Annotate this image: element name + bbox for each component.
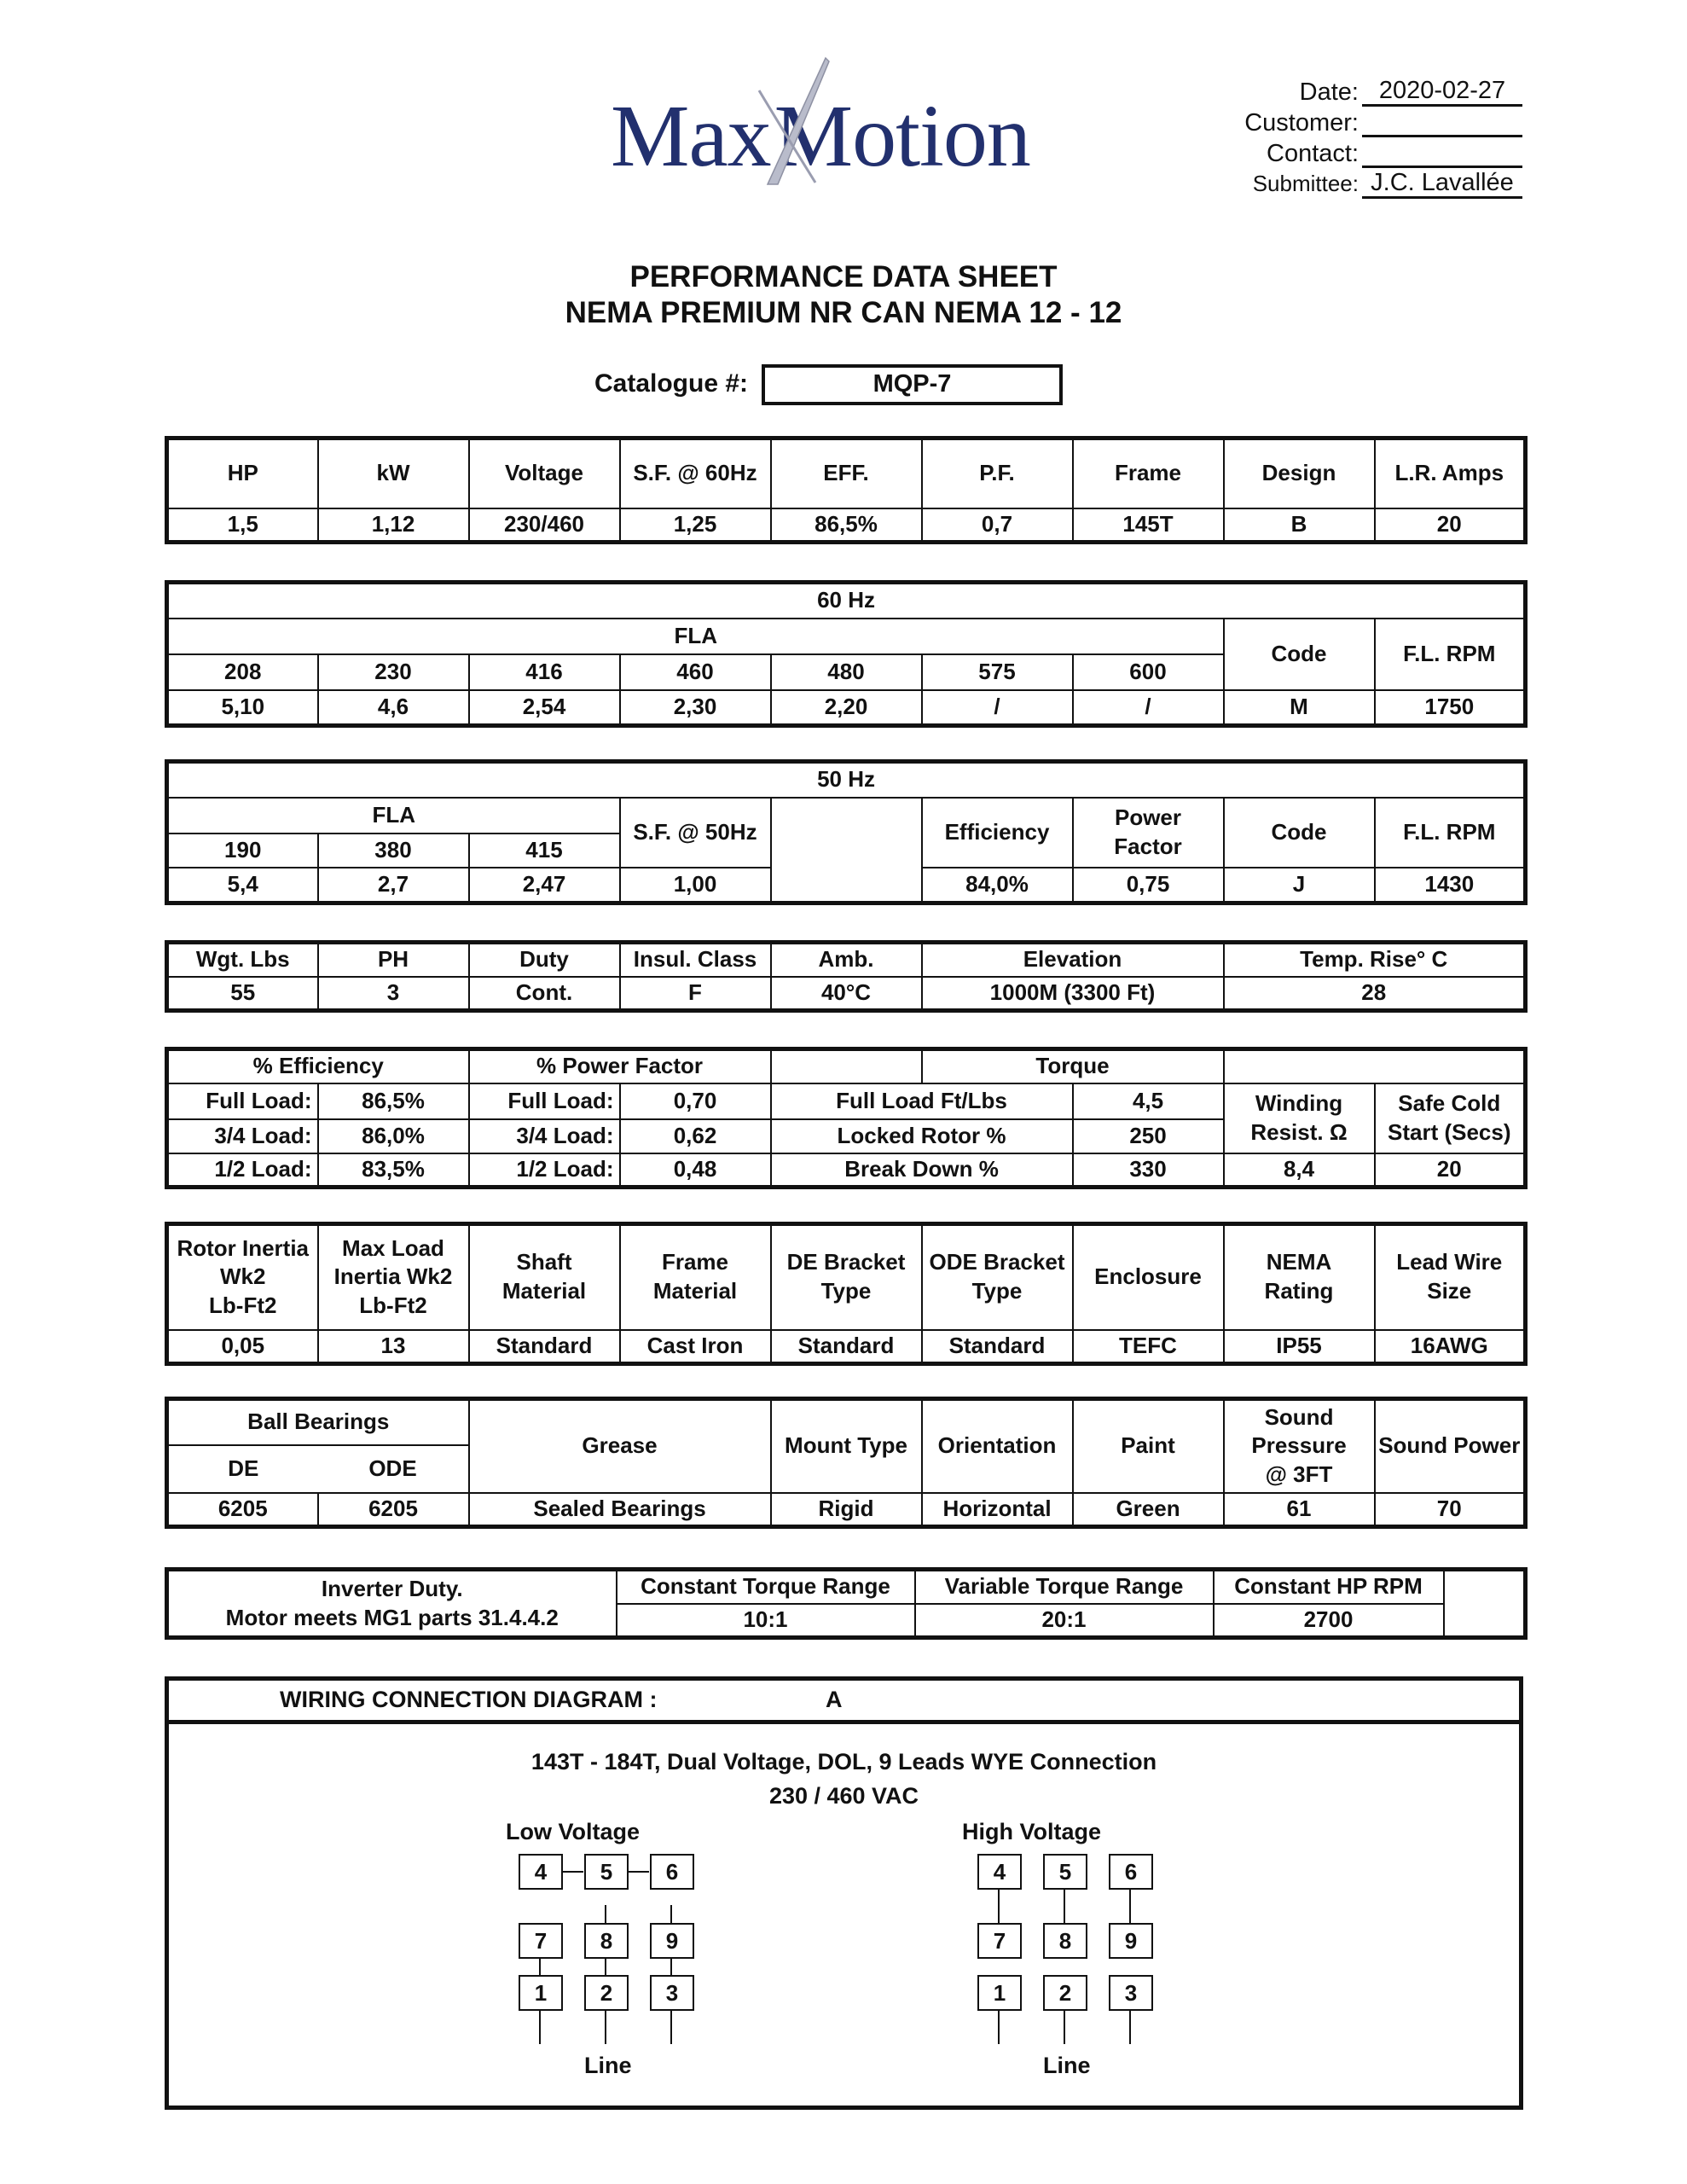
mech-value: Standard: [922, 1330, 1073, 1364]
pf-label-line2: Factor: [1114, 833, 1182, 859]
ratings-header: Design: [1224, 439, 1375, 508]
hz50-voltage: 415: [469, 834, 620, 868]
terminal-1: 1: [519, 1975, 563, 2011]
line-label: Line: [1043, 2053, 1091, 2078]
vt-label: Variable Torque Range: [915, 1570, 1214, 1604]
ratings-value: 1,25: [620, 508, 771, 543]
wiring-vac: 230 / 460 VAC: [768, 1783, 919, 1809]
sound-p-line: Sound: [1264, 1403, 1334, 1430]
torque-label: Break Down %: [771, 1153, 1073, 1188]
load-table: [165, 1047, 1528, 1189]
terminal-5: 5: [584, 1854, 629, 1890]
general-value: 3: [318, 977, 469, 1011]
mechanical-table: [165, 1222, 1528, 1366]
link-line: [605, 1905, 606, 1924]
sound-power-value: 70: [1375, 1493, 1526, 1527]
load-eff: 86,0%: [318, 1119, 469, 1153]
mech-header: [1375, 1224, 1526, 1330]
hz60-fla: 2,20: [771, 690, 922, 726]
load-eff: 83,5%: [318, 1153, 469, 1188]
customer-label: Customer:: [1244, 109, 1359, 136]
hz60-fla: 2,30: [620, 690, 771, 726]
safe-start-value: 20: [1375, 1153, 1526, 1188]
mech-header: [167, 1224, 318, 1330]
grease-value: Sealed Bearings: [469, 1493, 771, 1527]
terminal-6: 6: [650, 1854, 694, 1890]
mech-value: TEFC: [1073, 1330, 1224, 1364]
mech-header-line: Max Load: [342, 1234, 444, 1261]
inverter-blank-cell: [1444, 1570, 1526, 1638]
link-line: [1129, 1888, 1131, 1924]
load-label: Full Load:: [167, 1083, 318, 1119]
ratings-table: [165, 436, 1528, 544]
date-field: 2020-02-27: [1362, 77, 1522, 107]
mech-header-line: Lb-Ft2: [209, 1292, 277, 1319]
torque-value: 330: [1073, 1153, 1224, 1188]
line-lead: [1064, 2010, 1065, 2044]
line-label: Line: [584, 2053, 632, 2078]
general-header: Wgt. Lbs: [167, 943, 318, 977]
winding-label-line2: Resist. Ω: [1250, 1118, 1348, 1145]
hz60-fla: /: [922, 690, 1073, 726]
mech-header: [1073, 1224, 1224, 1330]
winding-value: 8,4: [1224, 1153, 1375, 1188]
terminal-4: 4: [977, 1854, 1022, 1890]
general-value: 55: [167, 977, 318, 1011]
load-label: Full Load:: [469, 1083, 620, 1119]
general-value: 40°C: [771, 977, 922, 1011]
general-header: Amb.: [771, 943, 922, 977]
safe-label-line1: Safe Cold: [1398, 1089, 1501, 1116]
date-label: Date:: [1299, 78, 1359, 106]
hz50-table: [165, 759, 1528, 905]
mech-value: 16AWG: [1375, 1330, 1526, 1364]
hz60-title: 60 Hz: [167, 583, 1526, 619]
hz60-fla: 2,54: [469, 690, 620, 726]
ode-value: 6205: [318, 1493, 469, 1527]
line-lead: [1129, 2010, 1131, 2044]
hz60-fla-label: FLA: [167, 619, 1224, 654]
general-header: Elevation: [922, 943, 1224, 977]
mech-header-line: Rating: [1264, 1278, 1334, 1304]
ratings-header: S.F. @ 60Hz: [620, 439, 771, 508]
hz50-eff: 84,0%: [922, 868, 1073, 903]
wiring-description: 143T - 184T, Dual Voltage, DOL, 9 Leads WYE Connection: [530, 1749, 1157, 1774]
hz60-fla: 4,6: [318, 690, 469, 726]
load-label: 3/4 Load:: [167, 1119, 318, 1153]
catalogue-label: Catalogue #:: [594, 369, 749, 398]
mount-label: Mount Type: [771, 1399, 922, 1493]
terminal-9: 9: [650, 1923, 694, 1959]
orientation-value: Horizontal: [922, 1493, 1073, 1527]
hz60-voltage: 600: [1073, 654, 1224, 690]
sound-power-label: Sound Power: [1375, 1399, 1526, 1493]
paint-value: Green: [1073, 1493, 1224, 1527]
mech-header-line: DE Bracket: [786, 1249, 906, 1275]
pf-title: % Power Factor: [469, 1049, 771, 1083]
mech-header-line: Lead Wire: [1396, 1249, 1503, 1275]
hz60-fla: 5,10: [167, 690, 318, 726]
mech-value: Cast Iron: [620, 1330, 771, 1364]
hz60-rpm-label: F.L. RPM: [1375, 619, 1526, 690]
mech-value: 0,05: [167, 1330, 318, 1364]
ratings-value: 145T: [1073, 508, 1224, 543]
bearings-table: [165, 1397, 1528, 1529]
bearings-title: Ball Bearings: [167, 1399, 469, 1445]
paint-label: Paint: [1073, 1399, 1224, 1493]
hz50-rpm-label: F.L. RPM: [1375, 798, 1526, 868]
eff-title: % Efficiency: [167, 1049, 469, 1083]
ratings-value: B: [1224, 508, 1375, 543]
submittee-label: Submittee:: [1252, 171, 1359, 196]
link-line: [539, 1957, 541, 1976]
high-voltage-title: High Voltage: [962, 1819, 1102, 1844]
mech-header-line: Size: [1427, 1278, 1472, 1304]
mech-header: [1224, 1224, 1375, 1330]
hz50-pf-label: [1073, 798, 1224, 868]
torque-title: Torque: [922, 1049, 1224, 1083]
inverter-table: [165, 1567, 1528, 1640]
torque-value: 250: [1073, 1119, 1224, 1153]
mount-value: Rigid: [771, 1493, 922, 1527]
pf-label-line1: Power: [1114, 804, 1182, 830]
line-lead: [670, 2010, 672, 2044]
mech-value: IP55: [1224, 1330, 1375, 1364]
mech-header-line: Type: [971, 1278, 1023, 1304]
mech-header: [771, 1224, 922, 1330]
line-lead: [539, 2010, 541, 2044]
line-lead: [998, 2010, 1000, 2044]
ratings-header: Frame: [1073, 439, 1224, 508]
load-blank-cell: [771, 1049, 922, 1083]
ct-value: 10:1: [617, 1604, 915, 1638]
ratings-header: Voltage: [469, 439, 620, 508]
catalogue-number: MQP-7: [762, 364, 1063, 405]
ratings-header: EFF.: [771, 439, 922, 508]
mech-header: [922, 1224, 1073, 1330]
hz60-code-label: Code: [1224, 619, 1375, 690]
wiring-diagram: [165, 1676, 1523, 2110]
page-title: PERFORMANCE DATA SHEET: [629, 260, 1058, 293]
safe-label-line2: Start (Secs): [1388, 1118, 1511, 1145]
orientation-label: Orientation: [922, 1399, 1073, 1493]
inverter-line2: Motor meets MG1 parts 31.4.4.2: [225, 1604, 559, 1630]
hz50-blank-cell: [771, 798, 922, 903]
terminal-8: 8: [584, 1923, 629, 1959]
terminal-5: 5: [1043, 1854, 1087, 1890]
ratings-value: 20: [1375, 508, 1526, 543]
general-header: PH: [318, 943, 469, 977]
mech-value: Standard: [771, 1330, 922, 1364]
hz50-fla: 5,4: [167, 868, 318, 903]
ode-label: ODE: [318, 1445, 469, 1493]
sound-p-line: @ 3FT: [1265, 1461, 1333, 1488]
hz50-fla: 2,47: [469, 868, 620, 903]
link-line: [670, 1905, 672, 1924]
terminal-4: 4: [519, 1854, 563, 1890]
page-subtitle: NEMA PREMIUM NR CAN NEMA 12 - 12: [565, 296, 1122, 329]
safe-start-label: [1375, 1083, 1526, 1153]
hz50-title: 50 Hz: [167, 762, 1526, 798]
hz60-table: [165, 580, 1528, 728]
wiring-header: [169, 1681, 1519, 1724]
wiring-diagram-code: A: [826, 1687, 843, 1712]
grease-label: Grease: [469, 1399, 771, 1493]
winding-label: [1224, 1083, 1375, 1153]
contact-label: Contact:: [1267, 140, 1359, 167]
terminal-2: 2: [1043, 1975, 1087, 2011]
load-label: 1/2 Load:: [167, 1153, 318, 1188]
link-line: [605, 1957, 606, 1976]
inverter-line1: Inverter Duty.: [321, 1575, 463, 1601]
ratings-value: 86,5%: [771, 508, 922, 543]
mech-header-line: ODE Bracket: [929, 1249, 1065, 1275]
hz50-fla-label: FLA: [167, 798, 620, 834]
mech-header: [620, 1224, 771, 1330]
terminal-9: 9: [1109, 1923, 1153, 1959]
mech-value: 13: [318, 1330, 469, 1364]
mech-header-line: Material: [652, 1278, 738, 1304]
wiring-label: WIRING CONNECTION DIAGRAM :: [280, 1687, 658, 1712]
mech-header: [318, 1224, 469, 1330]
ratings-header: L.R. Amps: [1375, 439, 1526, 508]
link-line: [1064, 1888, 1065, 1924]
torque-value: 4,5: [1073, 1083, 1224, 1119]
ratings-header: HP: [167, 439, 318, 508]
mech-header-line: Type: [820, 1278, 872, 1304]
hz50-pf: 0,75: [1073, 868, 1224, 903]
winding-label-line1: Winding: [1255, 1089, 1343, 1116]
hz60-rpm: 1750: [1375, 690, 1526, 726]
hz50-code: J: [1224, 868, 1375, 903]
mech-header-line: Shaft: [516, 1249, 572, 1275]
hz60-voltage: 480: [771, 654, 922, 690]
hz50-sf-label: S.F. @ 50Hz: [620, 798, 771, 868]
hz50-sf: 1,00: [620, 868, 771, 903]
general-value: 28: [1224, 977, 1526, 1011]
torque-label: Locked Rotor %: [771, 1119, 1073, 1153]
terminal-2: 2: [584, 1975, 629, 2011]
mech-header-line: Frame: [661, 1249, 729, 1275]
hz60-voltage: 230: [318, 654, 469, 690]
mech-header-line: Wk2: [220, 1263, 266, 1290]
terminal-3: 3: [1109, 1975, 1153, 2011]
brand-name-left: Max: [611, 87, 771, 185]
ratings-value: 230/460: [469, 508, 620, 543]
vt-value: 20:1: [915, 1604, 1214, 1638]
general-header: Duty: [469, 943, 620, 977]
hz60-voltage: 416: [469, 654, 620, 690]
mech-header-line: Material: [501, 1278, 587, 1304]
low-voltage-title: Low Voltage: [506, 1819, 641, 1844]
ratings-value: 1,12: [318, 508, 469, 543]
de-value: 6205: [167, 1493, 318, 1527]
hz50-eff-label: Efficiency: [922, 798, 1073, 868]
load-label: 3/4 Load:: [469, 1119, 620, 1153]
submittee-field: J.C. Lavallée: [1362, 169, 1522, 199]
hz60-voltage: 208: [167, 654, 318, 690]
terminal-7: 7: [977, 1923, 1022, 1959]
torque-label: Full Load Ft/Lbs: [771, 1083, 1073, 1119]
contact-field: [1362, 138, 1522, 168]
inverter-duty-text: [167, 1570, 617, 1638]
terminal-8: 8: [1043, 1923, 1087, 1959]
hz60-voltage: 575: [922, 654, 1073, 690]
link-line: [670, 1957, 672, 1976]
terminal-3: 3: [650, 1975, 694, 2011]
hz50-fla: 2,7: [318, 868, 469, 903]
mech-value: Standard: [469, 1330, 620, 1364]
ratings-header: kW: [318, 439, 469, 508]
general-header: Insul. Class: [620, 943, 771, 977]
mech-header: [469, 1224, 620, 1330]
ratings-value: 0,7: [922, 508, 1073, 543]
ct-label: Constant Torque Range: [617, 1570, 915, 1604]
hp-rpm-value: 2700: [1214, 1604, 1444, 1638]
de-label: DE: [167, 1445, 318, 1493]
general-header: Temp. Rise° C: [1224, 943, 1526, 977]
general-value: 1000M (3300 Ft): [922, 977, 1224, 1011]
mech-header-line: Inertia Wk2: [333, 1263, 453, 1290]
hz50-rpm: 1430: [1375, 868, 1526, 903]
brand-name-right: Motion: [774, 87, 1030, 185]
mech-header-line: Lb-Ft2: [359, 1292, 427, 1319]
hz60-voltage: 460: [620, 654, 771, 690]
load-pf: 0,48: [620, 1153, 771, 1188]
hz60-code: M: [1224, 690, 1375, 726]
general-value: Cont.: [469, 977, 620, 1011]
ratings-value: 1,5: [167, 508, 318, 543]
general-table: [165, 940, 1528, 1013]
ratings-header: P.F.: [922, 439, 1073, 508]
terminal-6: 6: [1109, 1854, 1153, 1890]
load-pf: 0,70: [620, 1083, 771, 1119]
mech-header-line: Enclosure: [1094, 1263, 1202, 1290]
line-lead: [605, 2010, 606, 2044]
hz50-code-label: Code: [1224, 798, 1375, 868]
sound-p-line: Pressure: [1251, 1432, 1347, 1459]
load-blank-cell: [1224, 1049, 1526, 1083]
sound-pressure-label: [1224, 1399, 1375, 1493]
mech-header-line: NEMA: [1266, 1249, 1332, 1275]
mech-header-line: Rotor Inertia: [177, 1234, 310, 1261]
hz50-voltage: 380: [318, 834, 469, 868]
load-pf: 0,62: [620, 1119, 771, 1153]
load-eff: 86,5%: [318, 1083, 469, 1119]
hz50-voltage: 190: [167, 834, 318, 868]
general-value: F: [620, 977, 771, 1011]
load-label: 1/2 Load:: [469, 1153, 620, 1188]
hz60-fla: /: [1073, 690, 1224, 726]
logo-swoosh-icon: [733, 56, 836, 193]
customer-field: [1362, 107, 1522, 137]
sound-pressure-value: 61: [1224, 1493, 1375, 1527]
terminal-1: 1: [977, 1975, 1022, 2011]
hp-rpm-label: Constant HP RPM: [1214, 1570, 1444, 1604]
link-line: [998, 1888, 1000, 1924]
terminal-7: 7: [519, 1923, 563, 1959]
